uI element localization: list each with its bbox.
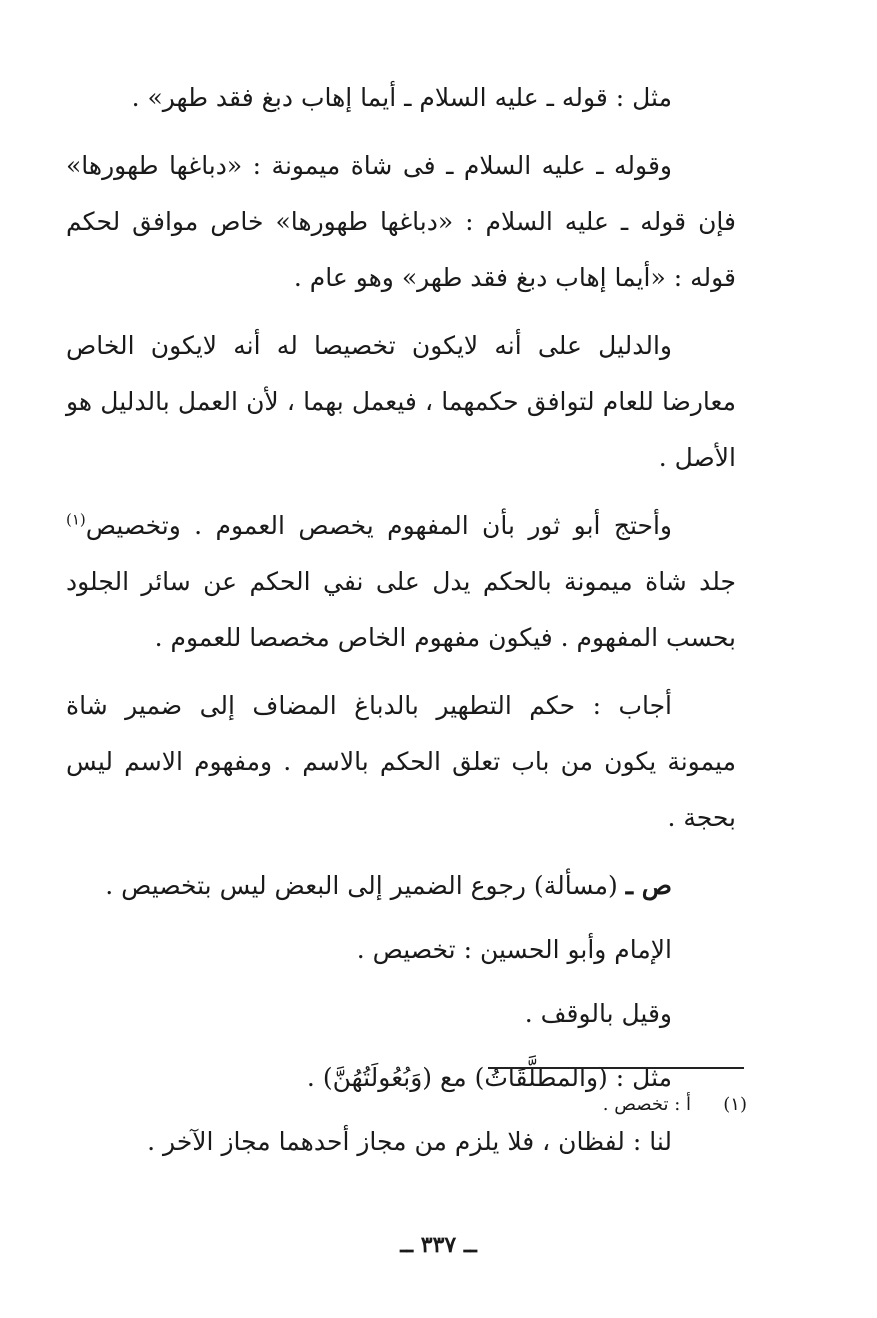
paragraph-waqf: وقيل بالوقف . xyxy=(524,999,672,1028)
footnote-ref: (١) xyxy=(66,510,86,529)
sad-marker: ص ـ xyxy=(625,871,672,900)
paragraph-masala xyxy=(66,858,736,914)
paragraph-example: مثل : قوله ـ عليه السلام ـ أيما إهاب دبغ فقد طهر» . xyxy=(131,83,672,112)
abu-thawr-text: وأحتج أبو ثور بأن المفهوم يخصص العموم . وتخصيص xyxy=(85,511,672,540)
paragraph-imam: الإمام وأبو الحسين : تخصيص . xyxy=(356,935,672,964)
footnote-divider xyxy=(488,1067,744,1069)
page-body xyxy=(66,70,736,1178)
paragraph-evidence: والدليل على أنه لايكون تخصيصا له أنه لايكون الخاص معارضا للعام لتوافق حكمهما ، فيعمل بهما ، لأن العمل بالدليل هو الأصل . xyxy=(66,331,736,472)
paragraph-maymuna: وقوله ـ عليه السلام ـ فى شاة ميمونة : «دباغها طهورها» فإن قوله ـ عليه السلام : «دباغها طهورها» خاص موافق لحكم قوله : «أيما إهاب دبغ فقد طهر» وهو عام . xyxy=(66,151,736,292)
paragraph-mithal: مثل : (والمطلَّقَاتُ) مع (وَبُعُولَتُهُنَّ) . xyxy=(306,1063,672,1092)
paragraph-answer: أجاب : حكم التطهير بالدباغ المضاف إلى ضمير شاة ميمونة يكون من باب تعلق الحكم بالاسم . ومفهوم الاسم ليس بحجة . xyxy=(66,691,736,832)
masala-text: (مسألة) رجوع الضمير إلى البعض ليس بتخصيص . xyxy=(105,871,618,900)
abu-thawr-continued: جلد شاة ميمونة بالحكم يدل على نفي الحكم عن سائر الجلود بحسب المفهوم . فيكون مفهوم الخاص مخصصا للعموم . xyxy=(66,567,736,652)
paragraph-lana: لنا : لفظان ، فلا يلزم من مجاز أحدهما مجاز الآخر . xyxy=(147,1127,672,1156)
paragraph-abu-thawr xyxy=(66,498,736,666)
footnote-text: أ : تخصص . xyxy=(602,1094,691,1115)
footnote xyxy=(603,1094,747,1115)
page-number: ــ ٣٣٧ ــ xyxy=(400,1232,477,1258)
footnote-marker: (١) xyxy=(723,1094,747,1115)
